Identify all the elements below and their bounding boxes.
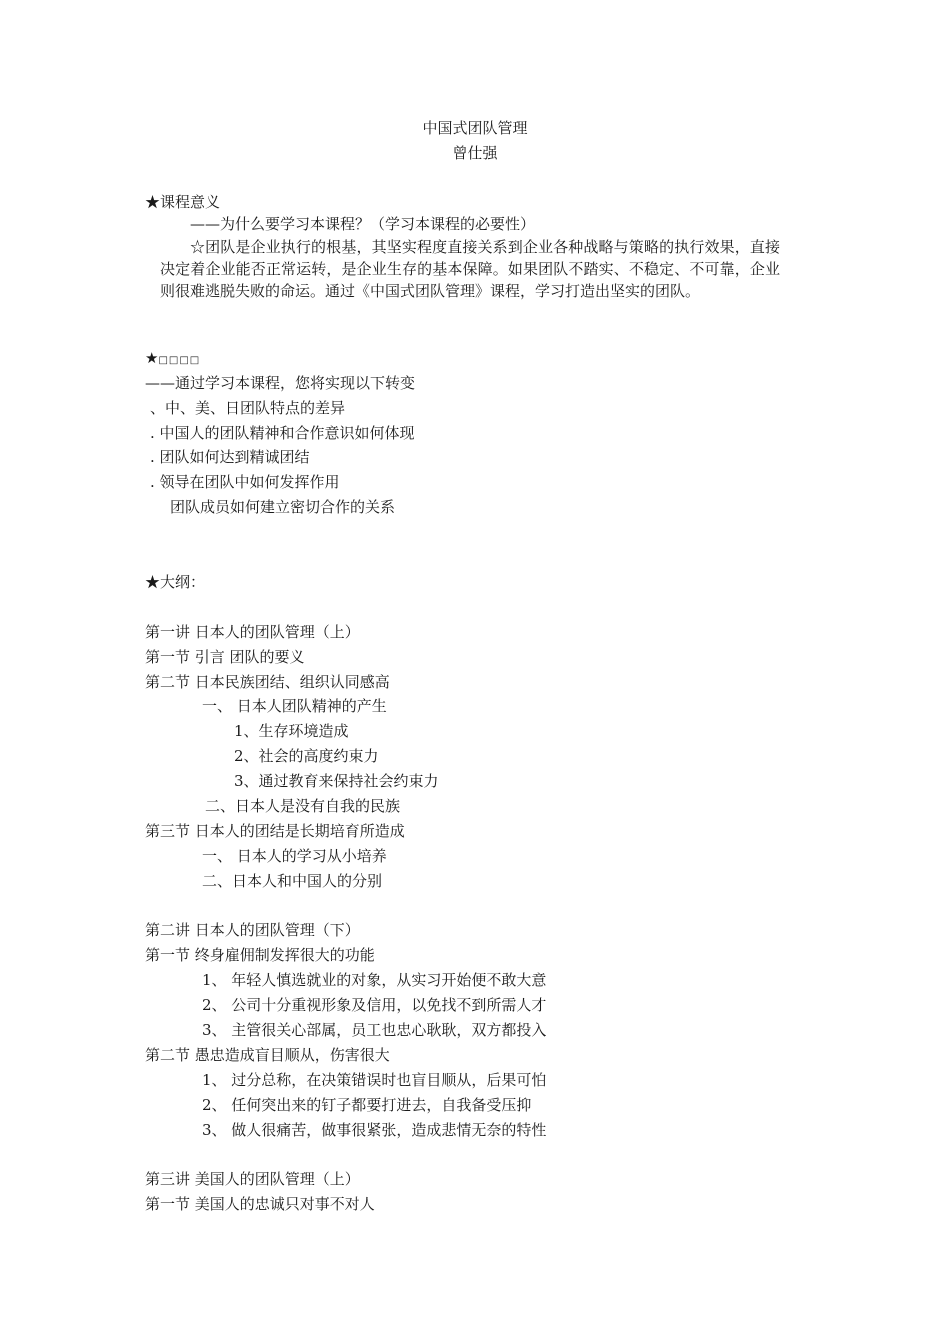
document-title: 中国式团队管理 <box>422 119 528 137</box>
outline-section: 第三节 日本人的团结是长期培育所造成 <box>145 822 405 840</box>
outline-section: 第一节 终身雇佣制发挥很大的功能 <box>145 946 375 964</box>
outline-section: 第二节 愚忠造成盲目顺从，伤害很大 <box>145 1046 390 1064</box>
outline-lecture: 第三讲 美国人的团队管理（上） <box>145 1170 360 1188</box>
outline-item: 1、生存环境造成 <box>234 722 349 740</box>
goals-star: ★ <box>145 349 159 367</box>
outline-item: 2、社会的高度约束力 <box>234 747 379 765</box>
section-heading-goals <box>145 348 200 371</box>
outline-item: 2、 任何突出来的钉子都要打进去，自我备受压抑 <box>202 1096 532 1114</box>
goals-intro: ——通过学习本课程，您将实现以下转变 <box>145 374 416 392</box>
outline-subpoint: 一、 日本人团队精神的产生 <box>202 697 387 715</box>
outline-section: 第二节 日本民族团结、组织认同感高 <box>145 673 390 691</box>
outline-item: 2、 公司十分重视形象及信用，以免找不到所需人才 <box>202 996 547 1014</box>
outline-item: 3、 做人很痛苦，做事很紧张，造成悲情无奈的特性 <box>202 1121 547 1139</box>
section-heading-outline: ★大纲： <box>145 573 206 591</box>
outline-item: 1、 过分总称，在决策错误时也盲目顺从，后果可怕 <box>202 1071 547 1089</box>
goals-item: . 领导在团队中如何发挥作用 <box>150 473 340 491</box>
goals-item: 、中、美、日团队特点的差异 <box>150 399 346 417</box>
goals-item: 团队成员如何建立密切合作的关系 <box>170 498 396 516</box>
outline-item: 3、通过教育来保持社会约束力 <box>234 772 439 790</box>
outline-lecture: 第一讲 日本人的团队管理（上） <box>145 623 360 641</box>
section-heading-meaning: ★课程意义 <box>145 193 221 211</box>
outline-subpoint: 二、日本人是没有自我的民族 <box>205 797 401 815</box>
meaning-question: ——为什么要学习本课程？（学习本课程的必要性） <box>190 215 536 233</box>
outline-section: 第一节 美国人的忠诚只对事不对人 <box>145 1195 375 1213</box>
outline-section: 第一节 引言 团队的要义 <box>145 648 305 666</box>
outline-subpoint: 二、日本人和中国人的分别 <box>202 872 383 890</box>
outline-item: 3、 主管很关心部属，员工也忠心耿耿，双方都投入 <box>202 1021 547 1039</box>
meaning-paragraph: ☆团队是企业执行的根基，其坚实程度直接关系到企业各种战略与策略的执行效果，直接决定着企业能否正常运转，是企业生存的基本保障。如果团队不踏实、不稳定、不可靠，企业则很难逃脱失败的命运。通过《中国式团队管理》课程，学习打造出坚实的团队。 <box>160 238 780 300</box>
outline-subpoint: 一、 日本人的学习从小培养 <box>202 847 387 865</box>
outline-item: 1、 年轻人慎选就业的对象，从实习开始便不敢大意 <box>202 971 547 989</box>
goals-item: . 团队如何达到精诚团结 <box>150 448 310 466</box>
document-author: 曾仕强 <box>452 144 498 162</box>
outline-lecture: 第二讲 日本人的团队管理（下） <box>145 921 360 939</box>
goals-heading-garbled: □□□□ <box>158 355 201 366</box>
goals-item: . 中国人的团队精神和合作意识如何体现 <box>150 424 415 442</box>
